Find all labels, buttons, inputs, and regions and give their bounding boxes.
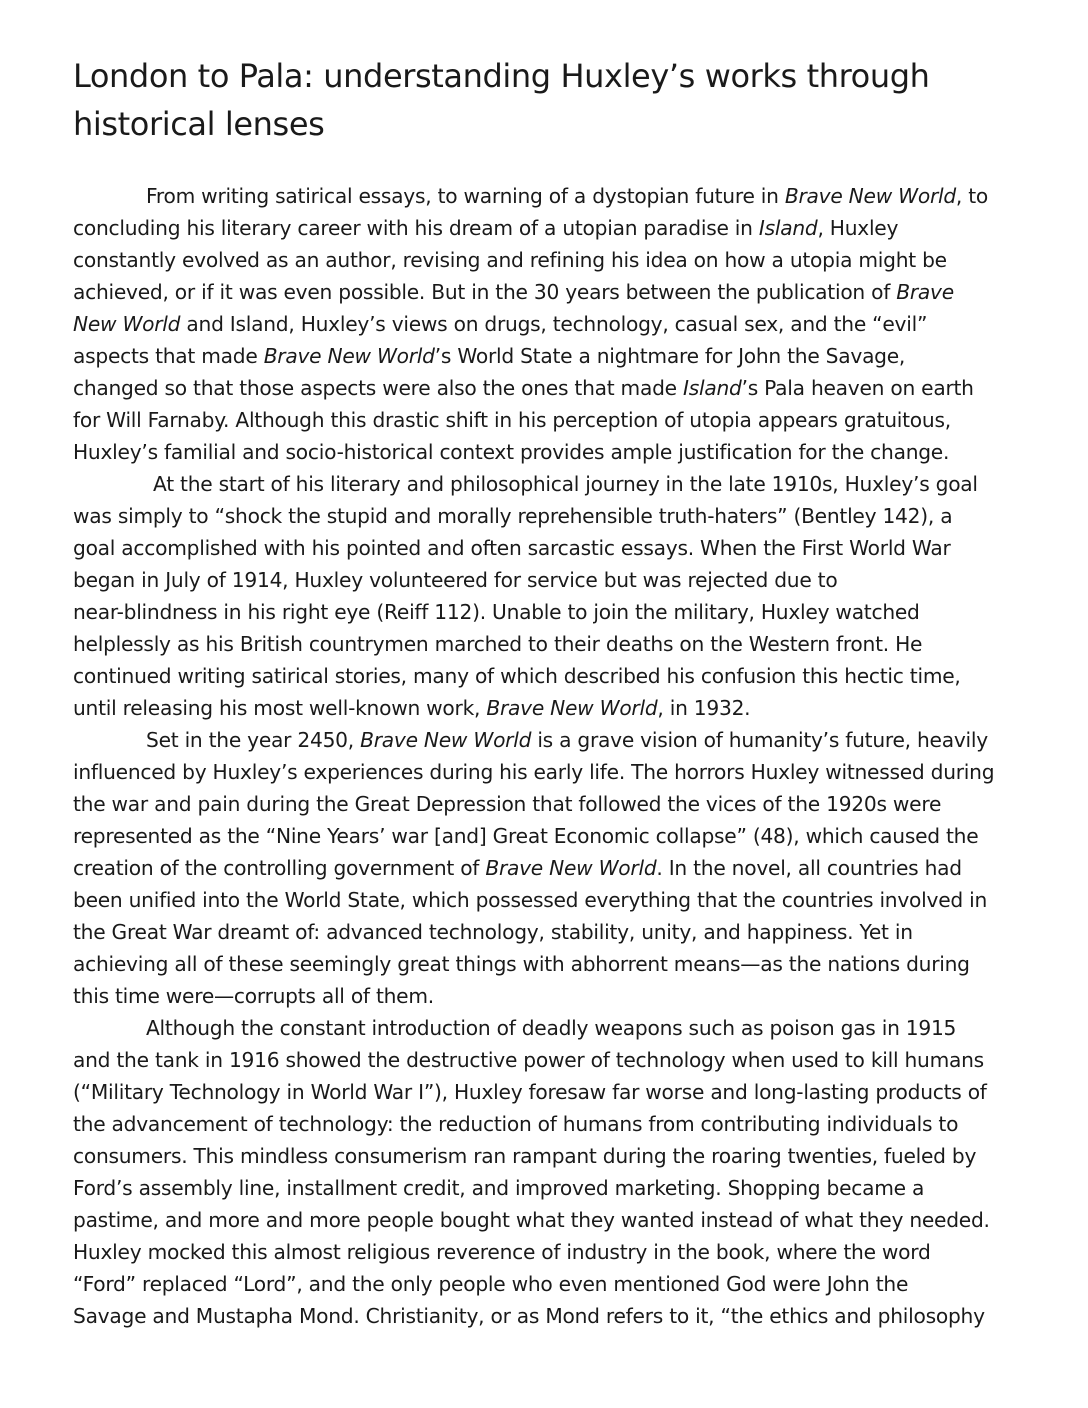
paragraph-line [73,820,1033,852]
text-run: Ford’s assembly line, installment credit, and improved marketing. Shopping became a [73,1176,925,1200]
paragraph-line [73,916,1033,948]
document-title: London to Pala: understanding Huxley’s works through historical lenses [73,57,930,143]
text-run: the advancement of technology: the reduction of humans from contributing individuals to [73,1112,959,1136]
text-run: Although the constant introduction of deadly weapons such as poison gas in 1915 [146,1016,957,1040]
text-run: concluding his literary career with his dream of a utopian paradise in [73,216,759,240]
paragraph-line [73,756,1033,788]
paragraph-line [73,1236,1033,1268]
text-run: helplessly as his British countrymen marched to their deaths on the Western front. He [73,632,923,656]
paragraph-line [73,660,1033,692]
text-run: , in 1932. [657,696,751,720]
paragraph-line [73,596,1033,628]
text-run: and the tank in 1916 showed the destructive power of technology when used to kill humans [73,1048,984,1072]
italic-title-text: Island [683,376,742,400]
paragraph-line [73,308,1033,340]
italic-title-text: Brave New World [360,728,532,752]
paragraph-line [73,532,1033,564]
text-run: At the start of his literary and philosophical journey in the late 1910s, Huxley’s goal [153,472,978,496]
essay-paragraph [73,468,1033,724]
text-run: is a grave vision of humanity’s future, heavily [531,728,988,752]
text-run: Huxley mocked this almost religious reverence of industry in the book, where the word [73,1240,931,1264]
text-run: , to [955,184,989,208]
text-run: near-blindness in his right eye (Reiff 112). Unable to join the military, Huxley watched [73,600,920,624]
paragraph-line [73,724,1033,756]
text-run: Set in the year 2450, [146,728,361,752]
paragraph-line [73,852,1033,884]
text-run: aspects that made [73,344,264,368]
italic-title-text: Island [758,216,818,240]
text-run: influenced by Huxley’s experiences during his early life. The horrors Huxley witnessed during [73,760,995,784]
text-run: From writing satirical essays, to warning of a dystopian future in [146,184,785,208]
paragraph-line [73,1172,1033,1204]
paragraph-line [73,244,1033,276]
paragraph-line [73,436,1033,468]
text-run: ’s Pala heaven on earth [741,376,974,400]
paragraph-line [73,1140,1033,1172]
text-run: for Will Farnaby. Although this drastic shift in his perception of utopia appears gratuitous, [73,408,951,432]
paragraph-line [73,404,1033,436]
text-run: been unified into the World State, which possessed everything that the countries involved in [73,888,988,912]
text-run: “Ford” replaced “Lord”, and the only people who even mentioned God were John the [73,1272,909,1296]
text-run: began in July of 1914, Huxley volunteered for service but was rejected due to [73,568,838,592]
italic-title-text: Brave New World [486,696,658,720]
text-run: Savage and Mustapha Mond. Christianity, or as Mond refers to it, “the ethics and philosophy [73,1304,985,1328]
text-run: achieving all of these seemingly great things with abhorrent means—as the nations during [73,952,970,976]
text-run: and Island, Huxley’s views on drugs, technology, casual sex, and the “evil” [180,312,928,336]
italic-title-text: Brave New World [263,344,435,368]
paragraph-line [73,1268,1033,1300]
paragraph-line [73,788,1033,820]
italic-title-text: New World [73,312,181,336]
text-run: the Great War dreamt of: advanced technology, stability, unity, and happiness. Yet in [73,920,913,944]
paragraph-line [73,692,1033,724]
text-run: ’s World State a nightmare for John the Savage, [434,344,906,368]
text-run: changed so that those aspects were also the ones that made [73,376,683,400]
text-run: , Huxley [817,216,899,240]
paragraph-line [73,340,1033,372]
paragraph-line [73,1044,1033,1076]
italic-title-text: Brave New World [784,184,956,208]
paragraph-line [73,1108,1033,1140]
paragraph-line [73,1076,1033,1108]
text-run: continued writing satirical stories, many of which described his confusion this hectic time, [73,664,961,688]
paragraph-line [73,500,1033,532]
text-run: creation of the controlling government of [73,856,486,880]
essay-paragraph [73,724,1033,1012]
text-run: pastime, and more and more people bought what they wanted instead of what they needed. [73,1208,990,1232]
text-run: constantly evolved as an author, revising and refining his idea on how a utopia might be [73,248,947,272]
text-run: (“Military Technology in World War I”), Huxley foresaw far worse and long-lasting products of [73,1080,987,1104]
paragraph-line [73,628,1033,660]
paragraph-line [73,884,1033,916]
paragraph-line [73,1300,1033,1332]
text-run: represented as the “Nine Years’ war [and] Great Economic collapse” (48), which caused the [73,824,979,848]
essay-paragraph [73,180,1033,468]
italic-title-text: Brave New World [485,856,657,880]
italic-title-text: Brave [896,280,954,304]
text-run: Huxley’s familial and socio-historical context provides ample justification for the change. [73,440,950,464]
text-run: achieved, or if it was even possible. But in the 30 years between the publication of [73,280,897,304]
text-run: until releasing his most well-known work, [73,696,487,720]
paragraph-line [73,980,1033,1012]
text-run: . In the novel, all countries had [656,856,962,880]
essay-body [73,180,1033,1332]
paragraph-line [73,212,1033,244]
paragraph-line [73,1012,1033,1044]
paragraph-line [73,468,1033,500]
paragraph-line [73,180,1033,212]
paragraph-line [73,372,1033,404]
paragraph-line [73,948,1033,980]
essay-paragraph [73,1012,1033,1332]
paragraph-line [73,1204,1033,1236]
text-run: the war and pain during the Great Depression that followed the vices of the 1920s were [73,792,942,816]
paragraph-line [73,564,1033,596]
text-run: consumers. This mindless consumerism ran rampant during the roaring twenties, fueled by [73,1144,977,1168]
text-run: this time were—corrupts all of them. [73,984,434,1008]
paragraph-line [73,276,1033,308]
text-run: goal accomplished with his pointed and often sarcastic essays. When the First World War [73,536,951,560]
text-run: was simply to “shock the stupid and morally reprehensible truth-haters” (Bentley 142), a [73,504,953,528]
